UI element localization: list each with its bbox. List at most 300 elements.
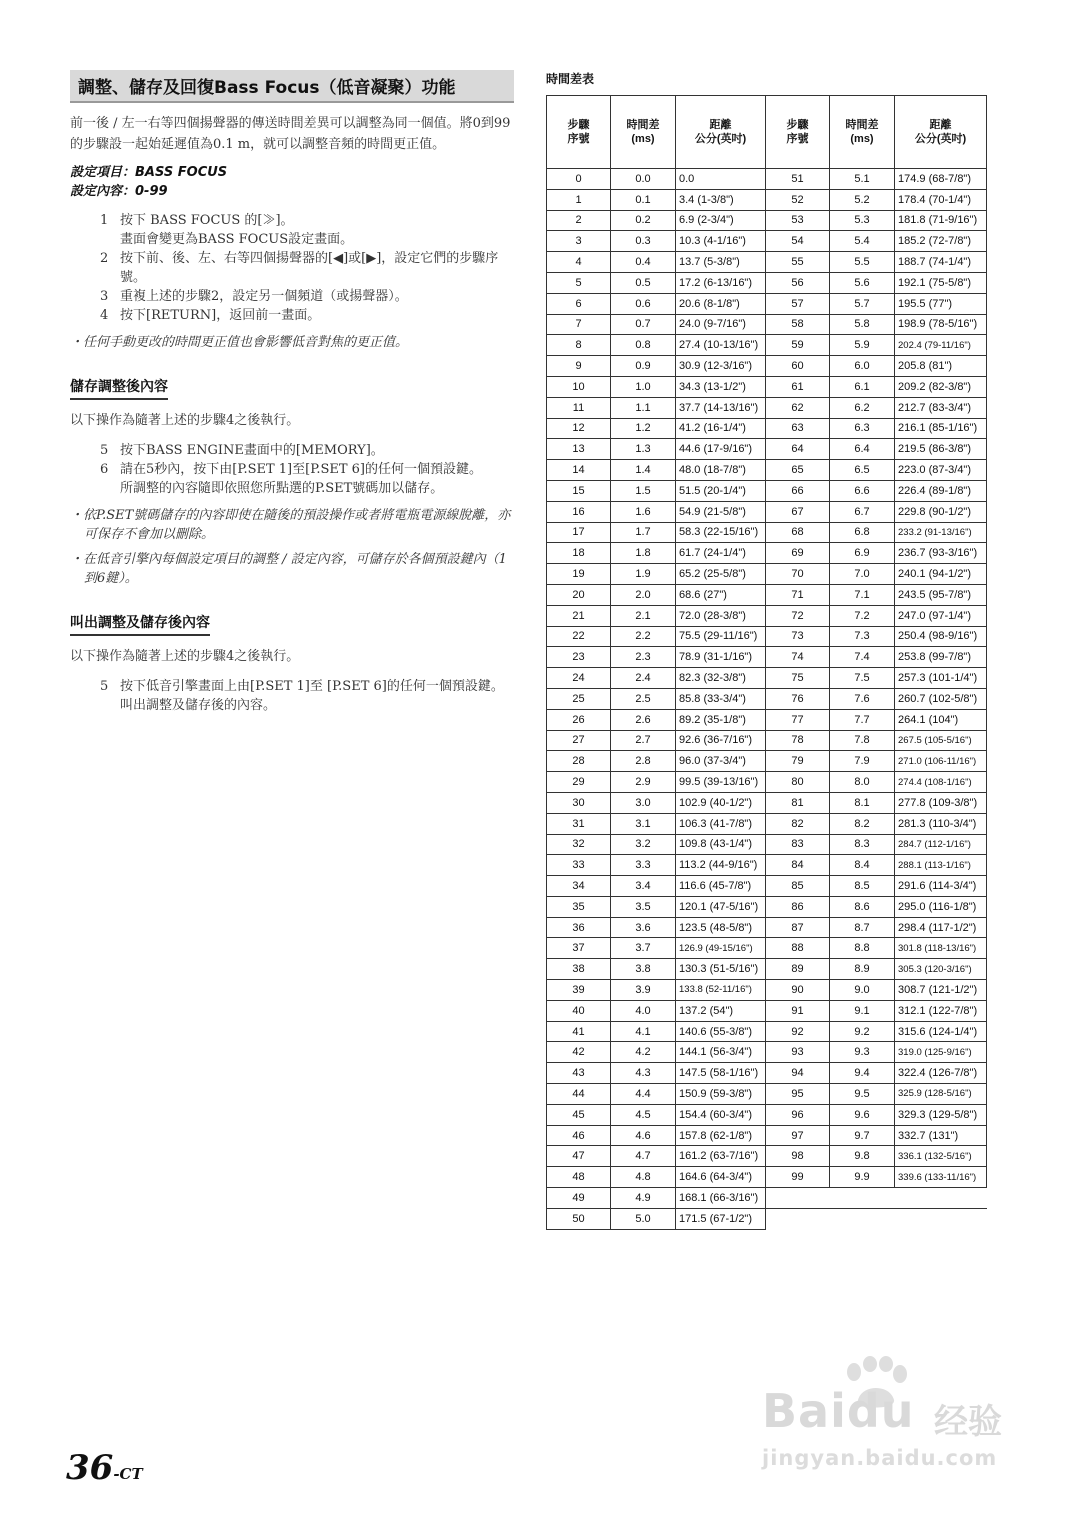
distance-cell: 336.1 (132-5/16") [895,1146,987,1167]
time-diff-cell: 5.2 [830,189,895,210]
distance-cell: 75.5 (29-11/16") [676,626,766,647]
distance-cell: 96.0 (37-3/4") [676,751,766,772]
distance-cell: 305.3 (120-3/16") [895,959,987,980]
table-row [547,772,987,793]
time-diff-cell: 7.1 [830,584,895,605]
step-text-block [120,441,514,460]
time-diff-cell: 6.6 [830,480,895,501]
time-diff-cell: 9.0 [830,980,895,1001]
time-diff-cell: 0.6 [611,293,676,314]
note-manual-change: ・任何手動更改的時間更正值也會影響低音對焦的更正值。 [70,335,409,350]
time-diff-cell: 4.5 [611,1104,676,1125]
page-number-value: 36 [66,1448,114,1488]
step-number-cell: 22 [547,626,611,647]
time-diff-cell: 9.4 [830,1063,895,1084]
time-diff-cell: 1.0 [611,376,676,397]
distance-cell: 51.5 (20-1/4") [676,480,766,501]
step-number-cell: 12 [547,418,611,439]
step-number-cell: 16 [547,501,611,522]
step-number-cell: 18 [547,543,611,564]
distance-cell: 312.1 (122-7/8") [895,1000,987,1021]
steps-list-recall [70,677,514,715]
table-row [547,501,987,522]
time-diff-cell: 1.9 [611,564,676,585]
step-number-cell: 3 [547,231,611,252]
time-diff-cell: 9.3 [830,1042,895,1063]
table-row [547,584,987,605]
step-number: 5 [100,679,109,694]
section-title: 調整、儲存及回復Bass Focus（低音凝聚）功能 [70,70,514,103]
watermark-brand-part1: Bai [762,1384,847,1438]
time-diff-cell: 0.7 [611,314,676,335]
step-item [100,306,514,325]
step-number-cell: 45 [547,1104,611,1125]
left-column [70,70,514,723]
time-diff-cell: 7.3 [830,626,895,647]
table-row [547,1000,987,1021]
page-number [66,1448,143,1488]
step-text-block [120,460,514,498]
distance-cell: 154.4 (60-3/4") [676,1104,766,1125]
step-number-cell: 14 [547,460,611,481]
step-number-cell: 61 [766,376,830,397]
distance-cell: 226.4 (89-1/8") [895,480,987,501]
time-diff-cell: 8.6 [830,896,895,917]
step-number-cell: 90 [766,980,830,1001]
step-number-cell: 15 [547,480,611,501]
time-diff-cell: 2.8 [611,751,676,772]
step-number-cell: 5 [547,272,611,293]
setting-item: 設定項目：BASS FOCUS [70,165,228,180]
time-diff-cell: 7.9 [830,751,895,772]
step-text: 按下前、後、左、右等四個揚聲器的[◀]或[▶]，設定它們的步驟序號。 [120,251,499,285]
distance-cell: 89.2 (35-1/8") [676,709,766,730]
table-row [547,834,987,855]
step-number-cell: 66 [766,480,830,501]
step-text: 按下[RETURN]，返回前一畫面。 [120,308,321,323]
time-diff-cell: 7.0 [830,564,895,585]
table-row [547,917,987,938]
time-diff-cell: 2.7 [611,730,676,751]
table-row [547,543,987,564]
step-subtext: 畫面會變更為BASS FOCUS設定畫面。 [120,232,354,247]
right-column [546,70,986,1230]
time-diff-cell: 9.2 [830,1021,895,1042]
distance-cell: 10.3 (4-1/16") [676,231,766,252]
step-number-cell: 55 [766,252,830,273]
empty-cell [766,1208,987,1229]
step-number-cell: 63 [766,418,830,439]
step-text-block [120,306,514,325]
distance-cell: 161.2 (63-7/16") [676,1146,766,1167]
step-number-cell: 11 [547,397,611,418]
step-number-cell: 64 [766,439,830,460]
distance-cell: 264.1 (104") [895,709,987,730]
step-number-cell: 38 [547,959,611,980]
distance-cell: 212.7 (83-3/4") [895,397,987,418]
step-number-cell: 36 [547,917,611,938]
time-diff-cell: 5.1 [830,169,895,190]
table-row [547,1021,987,1042]
table-row [547,460,987,481]
distance-cell: 274.4 (108-1/16") [895,772,987,793]
time-diff-cell: 6.9 [830,543,895,564]
save-intro: 以下操作為隨著上述的步驟4之後執行。 [70,413,300,428]
time-diff-cell: 6.1 [830,376,895,397]
time-diff-cell: 4.9 [611,1188,676,1209]
time-diff-cell: 3.1 [611,813,676,834]
distance-cell: 171.5 (67-1/2") [676,1208,766,1229]
distance-cell: 65.2 (25-5/8") [676,564,766,585]
time-diff-cell: 8.2 [830,813,895,834]
distance-cell: 185.2 (72-7/8") [895,231,987,252]
step-number-cell: 27 [547,730,611,751]
distance-cell: 291.6 (114-3/4") [895,876,987,897]
step-number-cell: 85 [766,876,830,897]
table-row [547,605,987,626]
distance-cell: 58.3 (22-15/16") [676,522,766,543]
save-notes [70,506,514,588]
step-text-block [120,249,514,287]
distance-cell: 68.6 (27") [676,584,766,605]
intro-paragraph: 前一後 / 左一右等四個揚聲器的傳送時間差異可以調整為同一個值。將0到99的步驟設一起始延遲值為0.1 m，就可以調整音頻的時間更正值。 [70,116,511,152]
time-diff-cell: 4.4 [611,1084,676,1105]
step-number-cell: 97 [766,1125,830,1146]
step-number-cell: 10 [547,376,611,397]
distance-cell: 301.8 (118-13/16") [895,938,987,959]
distance-cell: 126.9 (49-15/16") [676,938,766,959]
distance-cell: 243.5 (95-7/8") [895,584,987,605]
step-number-cell: 88 [766,938,830,959]
time-diff-cell: 7.8 [830,730,895,751]
table-row [547,169,987,190]
step-number-cell: 89 [766,959,830,980]
distance-cell: 99.5 (39-13/16") [676,772,766,793]
distance-cell: 24.0 (9-7/16") [676,314,766,335]
distance-cell: 223.0 (87-3/4") [895,460,987,481]
distance-cell: 332.7 (131") [895,1125,987,1146]
step-number-cell: 46 [547,1125,611,1146]
time-diff-cell: 2.9 [611,772,676,793]
table-row [547,272,987,293]
save-note: ・依P.SET號碼儲存的內容即使在隨後的預設操作或者將電瓶電源線脫離，亦可保存不會加以刪除。 [70,508,511,542]
table-row [547,938,987,959]
distance-cell: 205.8 (81") [895,356,987,377]
step-number-cell: 56 [766,272,830,293]
time-diff-cell: 1.1 [611,397,676,418]
distance-cell: 106.3 (41-7/8") [676,813,766,834]
table-row [547,855,987,876]
time-diff-cell: 8.9 [830,959,895,980]
table-row [547,314,987,335]
distance-cell: 277.8 (109-3/8") [895,792,987,813]
step-number-cell: 79 [766,751,830,772]
step-number-cell: 41 [547,1021,611,1042]
distance-cell: 168.1 (66-3/16") [676,1188,766,1209]
step-number-cell: 96 [766,1104,830,1125]
step-number-cell: 51 [766,169,830,190]
step-number-cell: 43 [547,1063,611,1084]
table-row [547,231,987,252]
step-number-cell: 30 [547,792,611,813]
time-diff-cell: 9.9 [830,1167,895,1188]
distance-cell: 109.8 (43-1/4") [676,834,766,855]
distance-cell: 322.4 (126-7/8") [895,1063,987,1084]
distance-cell: 174.9 (68-7/8") [895,169,987,190]
time-diff-cell: 0.2 [611,210,676,231]
step-number-cell: 67 [766,501,830,522]
watermark [758,1356,1018,1476]
step-number-cell: 26 [547,709,611,730]
table-row [547,252,987,273]
table-row [547,1125,987,1146]
step-number-cell: 92 [766,1021,830,1042]
time-diff-cell: 3.7 [611,938,676,959]
distance-cell: 17.2 (6-13/16") [676,272,766,293]
step-number-cell: 37 [547,938,611,959]
table-row [547,626,987,647]
distance-cell: 219.5 (86-3/8") [895,439,987,460]
time-diff-cell: 6.3 [830,418,895,439]
time-diff-cell: 2.0 [611,584,676,605]
table-row [547,522,987,543]
step-text: 按下 BASS FOCUS 的[≫]。 [120,213,294,228]
distance-cell: 339.6 (133-11/16") [895,1167,987,1188]
distance-cell: 192.1 (75-5/8") [895,272,987,293]
time-diff-cell: 3.8 [611,959,676,980]
time-diff-cell: 5.4 [830,231,895,252]
distance-cell: 195.5 (77") [895,293,987,314]
distance-cell: 116.6 (45-7/8") [676,876,766,897]
distance-cell: 281.3 (110-3/4") [895,813,987,834]
time-diff-cell: 0.3 [611,231,676,252]
step-number-cell: 86 [766,896,830,917]
column-header: 距離 公分(英吋) [676,96,766,169]
table-row [547,480,987,501]
time-diff-cell: 7.6 [830,688,895,709]
time-diff-cell: 8.3 [830,834,895,855]
time-diff-cell: 9.5 [830,1084,895,1105]
distance-cell: 257.3 (101-1/4") [895,668,987,689]
column-header: 步驟 序號 [766,96,830,169]
distance-cell: 247.0 (97-1/4") [895,605,987,626]
steps-list-save [70,441,514,498]
distance-cell: 188.7 (74-1/4") [895,252,987,273]
time-diff-cell: 6.5 [830,460,895,481]
step-number-cell: 40 [547,1000,611,1021]
time-difference-table [546,95,987,1230]
step-number-cell: 21 [547,605,611,626]
time-diff-cell: 3.5 [611,896,676,917]
time-diff-cell: 1.5 [611,480,676,501]
step-number-cell: 39 [547,980,611,1001]
step-number: 6 [100,462,109,477]
time-diff-cell: 5.3 [830,210,895,231]
table-header-row [547,96,987,169]
step-number-cell: 83 [766,834,830,855]
table-row [547,189,987,210]
distance-cell: 319.0 (125-9/16") [895,1042,987,1063]
step-subtext: 所調整的內容隨即依照您所點選的P.SET號碼加以儲存。 [120,481,444,496]
step-number-cell: 6 [547,293,611,314]
step-number-cell: 70 [766,564,830,585]
recall-intro: 以下操作為隨著上述的步驟4之後執行。 [70,649,300,664]
time-diff-cell: 6.0 [830,356,895,377]
time-diff-cell: 5.9 [830,335,895,356]
column-header: 時間差 (ms) [611,96,676,169]
distance-cell: 123.5 (48-5/8") [676,917,766,938]
step-number-cell: 29 [547,772,611,793]
save-note: ・在低音引擎內每個設定項目的調整 / 設定內容，可儲存於各個預設鍵內（1到6鍵）。 [70,552,507,586]
time-diff-cell: 4.8 [611,1167,676,1188]
distance-cell: 44.6 (17-9/16") [676,439,766,460]
distance-cell: 236.7 (93-3/16") [895,543,987,564]
step-number-cell: 80 [766,772,830,793]
time-diff-cell: 6.4 [830,439,895,460]
column-header: 步驟 序號 [547,96,611,169]
distance-cell: 209.2 (82-3/8") [895,376,987,397]
distance-cell: 92.6 (36-7/16") [676,730,766,751]
table-row [547,335,987,356]
step-number-cell: 42 [547,1042,611,1063]
step-subtext: 叫出調整及儲存後的內容。 [120,698,277,713]
subsection-title-save: 儲存調整後內容 [70,376,168,400]
step-number-cell: 69 [766,543,830,564]
distance-cell: 216.1 (85-1/16") [895,418,987,439]
time-diff-cell: 4.7 [611,1146,676,1167]
time-diff-cell: 3.2 [611,834,676,855]
column-header: 時間差 (ms) [830,96,895,169]
watermark-brand [762,1384,915,1438]
table-row [547,356,987,377]
distance-cell: 295.0 (116-1/8") [895,896,987,917]
time-diff-cell: 2.4 [611,668,676,689]
time-diff-cell: 9.1 [830,1000,895,1021]
distance-cell: 271.0 (106-11/16") [895,751,987,772]
time-diff-cell: 5.5 [830,252,895,273]
distance-cell: 157.8 (62-1/8") [676,1125,766,1146]
distance-cell: 150.9 (59-3/8") [676,1084,766,1105]
step-number: 4 [100,308,109,323]
time-diff-cell: 2.1 [611,605,676,626]
distance-cell: 72.0 (28-3/8") [676,605,766,626]
time-diff-cell: 3.3 [611,855,676,876]
table-body [547,169,987,1230]
time-diff-cell: 1.3 [611,439,676,460]
step-number-cell: 75 [766,668,830,689]
step-number-cell: 87 [766,917,830,938]
step-number-cell: 81 [766,792,830,813]
step-item [100,249,514,287]
step-item [100,441,514,460]
table-row [547,980,987,1001]
time-diff-cell: 2.2 [611,626,676,647]
time-diff-cell: 0.5 [611,272,676,293]
distance-cell: 229.8 (90-1/2") [895,501,987,522]
table-row [547,1063,987,1084]
distance-cell: 240.1 (94-1/2") [895,564,987,585]
step-number-cell: 53 [766,210,830,231]
step-text: 按下低音引擎畫面上由[P.SET 1]至 [P.SET 6]的任何一個預設鍵。 [120,679,504,694]
table-row [547,730,987,751]
table-title: 時間差表 [546,72,595,86]
distance-cell: 284.7 (112-1/16") [895,834,987,855]
table-row [547,896,987,917]
table-row [547,210,987,231]
step-number-cell: 0 [547,169,611,190]
time-diff-cell: 4.2 [611,1042,676,1063]
distance-cell: 260.7 (102-5/8") [895,688,987,709]
table-row [547,418,987,439]
distance-cell: 298.4 (117-1/2") [895,917,987,938]
distance-cell: 198.9 (78-5/16") [895,314,987,335]
distance-cell: 133.8 (52-11/16") [676,980,766,1001]
distance-cell: 130.3 (51-5/16") [676,959,766,980]
distance-cell: 308.7 (121-1/2") [895,980,987,1001]
step-number-cell: 49 [547,1188,611,1209]
subsection-title-recall: 叫出調整及儲存後內容 [70,612,210,636]
distance-cell: 178.4 (70-1/4") [895,189,987,210]
step-number-cell: 54 [766,231,830,252]
table-row [547,1084,987,1105]
distance-cell: 41.2 (16-1/4") [676,418,766,439]
time-diff-cell: 4.0 [611,1000,676,1021]
time-diff-cell: 7.4 [830,647,895,668]
empty-cell [766,1188,987,1209]
watermark-cn: 经验 [934,1402,1002,1442]
table-row [547,813,987,834]
step-number-cell: 98 [766,1146,830,1167]
time-diff-cell: 8.0 [830,772,895,793]
table-row [547,1146,987,1167]
table-row [547,397,987,418]
time-diff-cell: 8.1 [830,792,895,813]
time-diff-cell: 0.1 [611,189,676,210]
table-row [547,439,987,460]
time-diff-cell: 1.8 [611,543,676,564]
time-diff-cell: 8.8 [830,938,895,959]
table-row [547,1104,987,1125]
time-diff-cell: 2.5 [611,688,676,709]
table-row [547,376,987,397]
distance-cell: 137.2 (54") [676,1000,766,1021]
time-diff-cell: 9.8 [830,1146,895,1167]
distance-cell: 61.7 (24-1/4") [676,543,766,564]
distance-cell: 6.9 (2-3/4") [676,210,766,231]
step-number-cell: 19 [547,564,611,585]
time-diff-cell: 1.6 [611,501,676,522]
time-diff-cell: 7.2 [830,605,895,626]
table-row [547,751,987,772]
step-number-cell: 33 [547,855,611,876]
distance-cell: 250.4 (98-9/16") [895,626,987,647]
step-number-cell: 7 [547,314,611,335]
step-number-cell: 47 [547,1146,611,1167]
time-diff-cell: 0.9 [611,356,676,377]
step-number-cell: 72 [766,605,830,626]
step-number-cell: 71 [766,584,830,605]
time-diff-cell: 4.6 [611,1125,676,1146]
distance-cell: 144.1 (56-3/4") [676,1042,766,1063]
step-number-cell: 59 [766,335,830,356]
step-number-cell: 1 [547,189,611,210]
step-number-cell: 20 [547,584,611,605]
distance-cell: 27.4 (10-13/16") [676,335,766,356]
distance-cell: 20.6 (8-1/8") [676,293,766,314]
step-number-cell: 77 [766,709,830,730]
time-diff-cell: 3.9 [611,980,676,1001]
steps-list-adjust [70,211,514,325]
